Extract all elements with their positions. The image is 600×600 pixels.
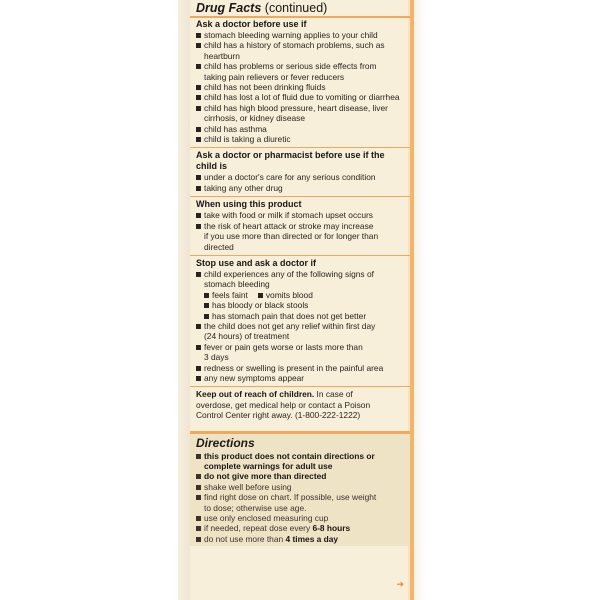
ask-doctor-heading: Ask a doctor before use if [196,19,307,29]
section-rule [190,196,410,197]
item-text: directed [204,241,234,252]
keep-out-section [190,388,410,422]
bullet-icon [196,474,201,479]
bullet-icon [204,303,209,308]
bullet-icon [196,137,201,142]
list-item [196,103,404,113]
title-suffix: (continued) [264,1,328,15]
bullet-icon [196,106,201,111]
list-item [196,61,404,71]
title-main: Drug Facts [196,1,262,15]
list-item [196,30,404,40]
list-item [196,321,404,331]
ask-pharmacist-section [190,149,410,195]
sub-list-row [196,290,404,300]
ask-pharmacist-heading-line2: child is [196,161,228,172]
item-text: has bloody or black stools [212,300,309,311]
item-text: child has lost a lot of fluid due to vomiting or diarrhea [204,92,400,103]
stop-use-section [190,257,410,385]
list-item-continued [196,331,404,341]
item-text: use only enclosed measuring cup [204,513,329,524]
sub-item [204,311,366,321]
directions-list [190,450,410,547]
item-text: child experiences any of the following signs of [204,268,374,279]
keep-out-line2: overdose, get medical help or contact a Poison [196,399,371,410]
keep-out-line1 [196,389,404,399]
item-text: do not give more than directed [204,471,327,482]
item-text: child has not been drinking fluids [204,82,326,93]
item-text-bold: 4 times a day [285,533,339,544]
list-item [196,342,404,352]
list-item [196,124,404,134]
ask-doctor-section [190,18,410,146]
list-item [196,373,404,383]
item-text: child has high blood pressure, heart disease, liver [204,102,388,113]
list-item-continued [196,231,404,241]
list-item-continued [196,352,404,362]
item-text: if you use more than directed or for longer than [204,231,379,242]
item-text: do not use more than [204,533,286,544]
sub-item [258,290,313,300]
item-text: this product does not contain directions or [204,450,375,461]
stop-use-heading: Stop use and ask a doctor if [196,257,317,268]
item-text: complete warnings for adult use [204,461,333,471]
sub-item [204,300,308,310]
bullet-icon [196,272,201,277]
list-item-continued [196,279,404,289]
list-item [196,471,404,481]
item-text: under a doctor's care for any serious condition [204,172,376,183]
bullet-icon [196,495,201,500]
item-text: taking pain relievers or fever reducers [204,71,345,82]
bullet-icon [196,213,201,218]
list-item [196,183,404,193]
item-text: if needed, repeat dose every [204,523,313,534]
bullet-icon [196,95,201,100]
bullet-icon [196,537,201,542]
item-text: feels faint [212,289,248,300]
item-text: redness or swelling is present in the painful area [204,362,384,373]
bullet-icon [196,127,201,132]
bullet-icon [196,324,201,329]
list-item-continued [196,461,404,471]
item-text: heartburn [204,50,240,61]
list-item-continued [196,113,404,123]
item-text: take with food or milk if stomach upset occurs [204,210,373,221]
bullet-icon [196,186,201,191]
directions-section [190,431,410,547]
list-item [196,534,404,544]
bullet-icon [204,314,209,319]
list-item [196,172,404,182]
list-item-continued [196,242,404,252]
list-item [196,451,404,461]
panel-title [190,0,410,16]
item-text: taking any other drug [204,182,283,193]
item-text: has stomach pain that does not get better [212,310,367,321]
list-item [196,523,404,533]
list-item [196,363,404,373]
bullet-icon [196,345,201,350]
when-using-section [190,198,410,254]
section-rule [190,147,410,148]
bullet-icon [196,376,201,381]
item-text: any new symptoms appear [204,372,305,383]
keep-out-line3: Control Center right away. (1-800-222-1222) [196,410,361,421]
bullet-icon [196,526,201,531]
list-item [196,40,404,50]
item-text: child has asthma [204,123,267,134]
bullet-icon [196,175,201,180]
item-text: to dose; otherwise use age. [204,502,307,513]
bullet-icon [196,33,201,38]
item-text: stomach bleeding [204,279,270,290]
list-item [196,134,404,144]
list-item-continued [196,51,404,61]
bullet-icon [196,454,201,459]
drug-facts-panel [190,0,414,600]
item-text: (24 hours) of treatment [204,331,290,342]
item-text: the child does not get any relief within first day [204,320,376,331]
section-rule [190,386,410,387]
item-text: child has problems or serious side effects from [204,61,377,72]
arrow-right-icon: ➜ [396,579,404,589]
keep-out-rest: In case of [314,389,353,400]
bullet-icon [196,485,201,490]
item-text: 3 days [204,352,229,363]
item-text: find right dose on chart. If possible, use weight [204,492,377,503]
sub-list-row [196,300,404,310]
bullet-icon [196,43,201,48]
bullet-icon [196,64,201,69]
list-item [196,513,404,523]
item-text: fever or pain gets worse or lasts more than [204,341,363,352]
list-item [196,82,404,92]
list-item-continued [196,72,404,82]
list-item [196,492,404,502]
bullet-icon [196,366,201,371]
list-item [196,92,404,102]
sub-item [204,290,248,300]
list-item [196,482,404,492]
bullet-icon [196,516,201,521]
item-text: cirrhosis, or kidney disease [204,113,306,124]
item-text: vomits blood [265,289,313,300]
keep-out-bold: Keep out of reach of children. [196,389,315,400]
item-text: the risk of heart attack or stroke may increase [204,220,374,231]
when-using-heading: When using this product [196,199,302,210]
sub-list-row [196,311,404,321]
list-item [196,221,404,231]
item-text-bold: 6-8 hours [312,523,351,534]
package-right-edge [414,0,426,600]
item-text: stomach bleeding warning applies to your child [204,30,378,40]
item-text: child has a history of stomach problems, such as [204,40,385,51]
bullet-icon [204,293,209,298]
ask-pharmacist-heading-line1: Ask a doctor or pharmacist before use if the [196,150,385,161]
list-item [196,269,404,279]
list-item [196,210,404,220]
item-text: shake well before using [204,481,292,492]
list-item-continued [196,503,404,513]
bullet-icon [196,85,201,90]
bullet-icon [196,224,201,229]
directions-title: Directions [196,435,255,450]
bullet-icon [258,293,263,298]
section-rule [190,255,410,256]
item-text: child is taking a diuretic [204,134,291,145]
